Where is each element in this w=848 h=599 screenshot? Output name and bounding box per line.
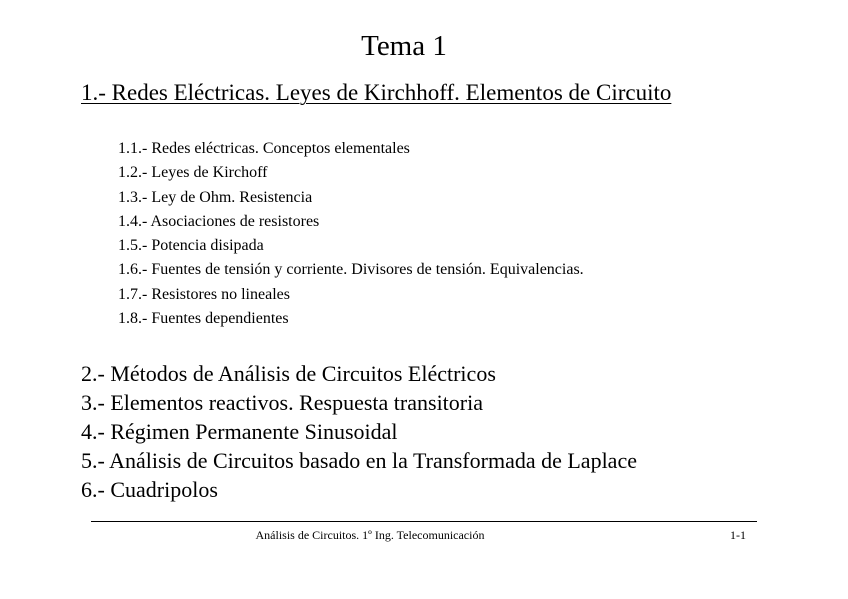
topic-item: 3.- Elementos reactivos. Respuesta transitoria	[81, 390, 483, 415]
subsection-item: 1.3.- Ley de Ohm. Resistencia	[118, 188, 313, 206]
footer-divider	[91, 521, 757, 522]
subsection-list	[118, 137, 584, 331]
topic-list	[81, 359, 637, 504]
subsection-item: 1.8.- Fuentes dependientes	[118, 310, 289, 328]
footer-course-title: Análisis de Circuitos. 1º Ing. Telecomunicación	[255, 528, 485, 542]
page-number: 1-1	[730, 528, 746, 542]
topic-item: 6.- Cuadripolos	[81, 477, 218, 502]
subsection-item: 1.4.- Asociaciones de resistores	[118, 212, 320, 230]
page-title: Tema 1	[361, 30, 447, 62]
section-heading: 1.- Redes Eléctricas. Leyes de Kirchhoff. Elementos de Circuito	[81, 80, 672, 105]
subsection-item: 1.1.- Redes eléctricas. Conceptos elementales	[118, 140, 410, 157]
subsection-item: 1.2.- Leyes de Kirchoff	[118, 164, 268, 182]
topic-item: 4.- Régimen Permanente Sinusoidal	[81, 419, 398, 444]
topic-item: 2.- Métodos de Análisis de Circuitos Eléctricos	[81, 361, 496, 386]
subsection-item: 1.5.- Potencia disipada	[118, 237, 264, 255]
subsection-item: 1.6.- Fuentes de tensión y corriente. Divisores de tensión. Equivalencias.	[118, 261, 584, 279]
topic-item: 5.- Análisis de Circuitos basado en la Transformada de Laplace	[81, 448, 637, 473]
subsection-item: 1.7.- Resistores no lineales	[118, 285, 290, 303]
